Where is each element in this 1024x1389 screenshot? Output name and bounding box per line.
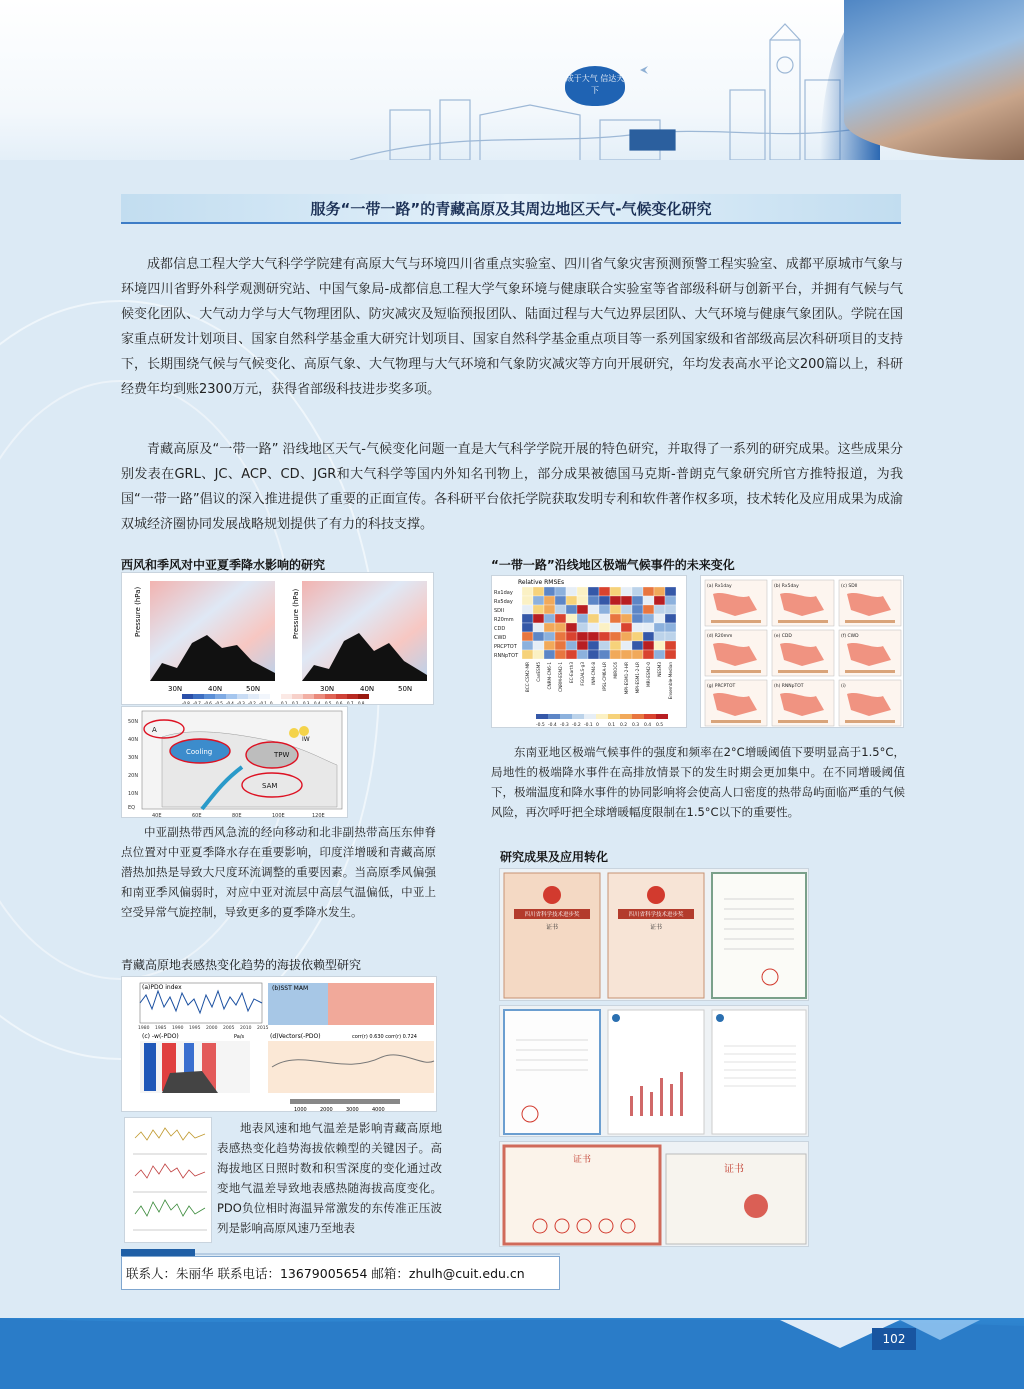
colorbar-swatch: [204, 694, 215, 699]
heatmap-colorbar-swatch: [644, 714, 656, 719]
heatmap-row-label: Rx1day: [494, 590, 513, 596]
section-title-surface-heat: 青藏高原地表感热变化趋势的海拔依赖型研究: [121, 958, 362, 972]
heatmap-cell: [665, 614, 676, 623]
pdo-year-label: 1985: [155, 1026, 167, 1031]
heatmap-cell: [654, 650, 665, 659]
heatmap-cell: [522, 596, 533, 605]
heatmap-cell: [522, 605, 533, 614]
heatmap-cell: [544, 605, 555, 614]
heatmap-cell: [555, 587, 566, 596]
heatmap-cell: [621, 596, 632, 605]
heatmap-colorbar-tick: 0.4: [644, 723, 652, 728]
heatmap-cell: [632, 587, 643, 596]
map-lon-label: 80E: [232, 813, 242, 818]
future-map-panel-label: (f) CWD: [841, 634, 859, 639]
panel-d-corr: corr(r) 0.630 corr(r) 0.724: [352, 1034, 417, 1040]
pdo-year-label: 1990: [172, 1026, 184, 1031]
colorbar-swatch: [182, 694, 193, 699]
heatmap-cell: [621, 650, 632, 659]
heatmap-cell: [588, 596, 599, 605]
cross-section-xtick: 50N: [398, 685, 413, 693]
elevation-tick: 4000: [372, 1107, 385, 1112]
heatmap-cell: [665, 632, 676, 641]
heatmap-cell: [544, 587, 555, 596]
heatmap-colorbar-tick: -0.3: [560, 723, 569, 728]
colorbar-swatch: [215, 694, 226, 699]
heatmap-cell: [643, 596, 654, 605]
heatmap-col-label: IPSL-CM6A-LR: [602, 662, 607, 691]
heatmap-cell: [588, 623, 599, 632]
heatmap-cell: [632, 650, 643, 659]
heatmap-cell: [599, 614, 610, 623]
colorbar-tick-label: -0.8: [182, 701, 190, 705]
contact-info: 联系人：朱丽华 联系电话：13679005654 邮箱：zhulh@cuit.edu.cn: [121, 1256, 560, 1290]
heatmap-cell: [544, 650, 555, 659]
figure-patents-and-tweets: [499, 1005, 809, 1137]
heatmap-cell: [522, 623, 533, 632]
heatmap-cell: [555, 623, 566, 632]
heatmap-cell: [544, 596, 555, 605]
contact-accent-line: [195, 1253, 560, 1255]
heatmap-cell: [643, 623, 654, 632]
heatmap-colorbar-swatch: [560, 714, 572, 719]
cross-section-xtick: 40N: [360, 685, 375, 693]
elevation-tick: 2000: [320, 1107, 333, 1112]
colorbar-swatch: [193, 694, 204, 699]
future-map-colorbar: [845, 620, 895, 623]
heatmap-cell: [588, 587, 599, 596]
colorbar-swatch: [336, 694, 347, 699]
map-lon-label: 100E: [272, 813, 285, 818]
heatmap-cell: [566, 587, 577, 596]
cross-section-xtick: 30N: [320, 685, 335, 693]
colorbar-tick-label: 0: [270, 701, 273, 705]
pdo-year-label: 2015: [257, 1026, 269, 1031]
colorbar-swatch: [303, 694, 314, 699]
heatmap-cell: [599, 596, 610, 605]
heatmap-colorbar-tick: -0.1: [584, 723, 593, 728]
certificate-word: 证书: [724, 1164, 744, 1175]
figure-elevation-timeseries: [124, 1117, 212, 1243]
heatmap-cell: [522, 614, 533, 623]
heatmap-colorbar-swatch: [608, 714, 620, 719]
colorbar-tick-label: -0.4: [226, 701, 234, 705]
heatmap-cell: [533, 641, 544, 650]
heatmap-cell: [665, 596, 676, 605]
heatmap-cell: [599, 587, 610, 596]
heatmap-colorbar-tick: 0.3: [632, 723, 640, 728]
map-lat-label: 20N: [128, 773, 139, 779]
elevation-tick: 3000: [346, 1107, 359, 1112]
heatmap-colorbar-tick: 0.2: [620, 723, 628, 728]
heatmap-cell: [577, 632, 588, 641]
cross-section-colorbar: [182, 694, 369, 705]
heatmap-colorbar-swatch: [596, 714, 608, 719]
heatmap-cell: [522, 632, 533, 641]
colorbar-swatch: [270, 694, 281, 699]
heatmap-cell: [632, 596, 643, 605]
heatmap-colorbar-tick: 0.1: [608, 723, 616, 728]
future-map-panel-label: (c) SDII: [841, 584, 858, 589]
heatmap-cell: [654, 623, 665, 632]
heatmap-cell: [577, 650, 588, 659]
map-lat-label: EQ: [128, 805, 136, 811]
colorbar-tick-label: 0.8: [358, 701, 365, 705]
heatmap-cell: [643, 641, 654, 650]
colorbar-tick-label: -0.1: [259, 701, 267, 705]
heatmap-cell: [654, 641, 665, 650]
heatmap-cell: [599, 623, 610, 632]
heatmap-cell: [621, 641, 632, 650]
colorbar-swatch: [248, 694, 259, 699]
heatmap-cell: [522, 650, 533, 659]
colorbar-swatch: [259, 694, 270, 699]
figure-pressure-cross-sections: [121, 572, 434, 705]
heatmap-cell: [555, 650, 566, 659]
heatmap-colorbar-swatch: [536, 714, 548, 719]
heatmap-cell: [621, 614, 632, 623]
heatmap-cell: [654, 632, 665, 641]
future-map-colorbar: [711, 670, 761, 673]
heatmap-row-label: R20mm: [494, 617, 514, 623]
heatmap-cell: [588, 650, 599, 659]
future-map-panel-label: (a) Rx1day: [707, 584, 732, 589]
heatmap-cell: [588, 614, 599, 623]
heatmap-colorbar-tick: -0.2: [572, 723, 581, 728]
heatmap-cell: [643, 605, 654, 614]
heatmap-cell: [621, 623, 632, 632]
heatmap-colorbar-swatch: [572, 714, 584, 719]
colorbar-swatch: [237, 694, 248, 699]
heatmap-cell: [577, 587, 588, 596]
future-map-colorbar: [778, 720, 828, 723]
heatmap-cell: [555, 641, 566, 650]
section-title-achievements: 研究成果及应用转化: [500, 850, 609, 864]
heatmap-cell: [632, 623, 643, 632]
caption-extreme: 东南亚地区极端气候事件的强度和频率在2°C增暖阈值下要明显高于1.5°C，局地性的极端降水事件在高排放情景下的发生时期会更加集中。在不同增暖阈值下，极端温度和降水事件的协同影响将会使高人口密度的热带岛屿面临严重的气候风险，再次呼吁把全球增暖幅度限制在1.5°C以下的重要性。: [491, 745, 905, 819]
heatmap-cell: [599, 605, 610, 614]
map-tag: IW: [302, 736, 310, 743]
map-lat-label: 10N: [128, 791, 139, 797]
certificate-word: 证书: [649, 924, 663, 931]
heatmap-colorbar-tick: 0.5: [656, 723, 664, 728]
heatmap-col-label: CNRM-ESM2-1: [558, 662, 563, 692]
heatmap-colorbar-tick: 0: [596, 723, 599, 728]
certificate-word: 证书: [545, 924, 559, 931]
heatmap-cell: [555, 614, 566, 623]
heatmap-cell: [599, 641, 610, 650]
future-map-colorbar: [845, 720, 895, 723]
map-tag: Cooling: [186, 748, 213, 756]
heatmap-cell: [599, 650, 610, 659]
panel-b-label: (b)SST MAM: [272, 985, 309, 992]
cross-section-xtick: 40N: [208, 685, 223, 693]
heatmap-cell: [533, 650, 544, 659]
cross-section-ylabel-right: Pressure (hPa): [292, 588, 300, 639]
map-lat-label: 40N: [128, 737, 139, 743]
heatmap-cell: [610, 623, 621, 632]
heatmap-cell: [654, 605, 665, 614]
heatmap-cell: [654, 614, 665, 623]
colorbar-swatch: [314, 694, 325, 699]
colorbar-tick-label: -0.6: [204, 701, 212, 705]
heatmap-col-label: CNRM-CM6-1: [547, 662, 552, 690]
heatmap-cell: [610, 596, 621, 605]
heatmap-cell: [643, 650, 654, 659]
heatmap-cell: [577, 605, 588, 614]
heatmap-cell: [533, 587, 544, 596]
cross-section-ylabel-left: Pressure (hPa): [134, 586, 142, 637]
future-map-panel-label: (e) CDD: [774, 634, 792, 639]
heatmap-cell: [555, 632, 566, 641]
heatmap-cell: [632, 605, 643, 614]
colorbar-tick-label: 0.7: [347, 701, 354, 705]
heatmap-cell: [643, 614, 654, 623]
heatmap-cell: [610, 587, 621, 596]
colorbar-tick-label: 0.6: [336, 701, 343, 705]
heatmap-col-label: Ensemble-Median: [668, 662, 673, 700]
colorbar-tick-label: -0.5: [215, 701, 223, 705]
cross-section-xtick: 50N: [246, 685, 261, 693]
map-lat-label: 30N: [128, 755, 139, 761]
heatmap-cell: [566, 641, 577, 650]
footer-decoration: [0, 1300, 1024, 1389]
heatmap-cell: [610, 605, 621, 614]
future-map-panel-label: (i): [841, 684, 846, 689]
heatmap-col-label: NESM3: [657, 662, 662, 677]
heatmap-cell: [665, 587, 676, 596]
caption-surface-heat: 地表风速和地气温差是影响青藏高原地表感热变化趋势海拔依赖型的关键因子。高海拔地区日照时数和积雪深度的变化通过改变地气温差导致地表感热随海拔高度变化。PDO负位相时海温异常激发的东传准正压波列是影响高原风速乃至地表: [217, 1121, 442, 1235]
certificate-title: 四川省科学技术进步奖: [628, 912, 684, 918]
heatmap-title: Relative RMSEs: [518, 579, 565, 586]
heatmap-cell: [577, 596, 588, 605]
pdo-year-label: 2000: [206, 1026, 218, 1031]
future-map-panel-label: (h) RNNpTOT: [774, 684, 804, 689]
map-lon-label: 120E: [312, 813, 325, 818]
colorbar-tick-label: 0.1: [281, 701, 288, 705]
heatmap-row-label: CDD: [494, 626, 506, 632]
future-map-colorbar: [711, 620, 761, 623]
colorbar-swatch: [325, 694, 336, 699]
heatmap-cell: [621, 605, 632, 614]
heatmap-cell: [544, 641, 555, 650]
future-map-panel-label: (b) Rx5day: [774, 584, 799, 589]
colorbar-tick-label: 0.2: [292, 701, 299, 705]
heatmap-colorbar-swatch: [584, 714, 596, 719]
pdo-year-label: 1995: [189, 1026, 201, 1031]
section-title-extreme: “一带一路”沿线地区极端气候事件的未来变化: [491, 558, 735, 572]
heatmap-row-label: Rx5day: [494, 599, 513, 605]
heatmap-col-label: MPI-ESM1-2-HR: [624, 662, 629, 695]
intro-paragraph-2: 青藏高原及“一带一路” 沿线地区天气-气候变化问题一直是大气科学学院开展的特色研究，并取得了一系列的研究成果。这些成果分别发表在GRL、JC、ACP、CD、JGR和大气科学等国内外知名刊物上，部分成果被德国马克斯-普朗克气象研究所官方推特报道，为我国“一带一路”倡议的深入推进提供了重要的正面宣传。各科研平台依托学院获取发明专利和软件著作权多项，技术转化及应用成果为成渝双城经济圈协同发展战略规划提供了有力的科技支撑。: [121, 442, 903, 532]
heatmap-cell: [566, 623, 577, 632]
heatmap-col-label: INM-CM4-8: [591, 662, 596, 685]
heatmap-cell: [610, 632, 621, 641]
heatmap-colorbar-swatch: [548, 714, 560, 719]
heatmap-cell: [566, 650, 577, 659]
future-map-colorbar: [845, 670, 895, 673]
heatmap-colorbar-tick: -0.5: [536, 723, 545, 728]
heatmap-cell: [665, 641, 676, 650]
colorbar-swatch: [226, 694, 237, 699]
heatmap-row-label: RNNpTOT: [494, 653, 519, 659]
page-number: 102: [872, 1328, 916, 1350]
colorbar-tick-label: -0.2: [248, 701, 256, 705]
colorbar-tick-label: -0.7: [193, 701, 201, 705]
map-tag: A: [152, 726, 157, 734]
heatmap-cell: [621, 587, 632, 596]
pdo-title: (a)PDO index: [142, 984, 182, 991]
heatmap-cell: [533, 596, 544, 605]
map-lat-label: 50N: [128, 719, 139, 725]
heatmap-cell: [544, 614, 555, 623]
map-tag: SAM: [262, 782, 278, 790]
heatmap-cell: [610, 614, 621, 623]
heatmap-col-label: FGOALS-g3: [580, 662, 585, 686]
heatmap-row-label: PRCPTOT: [494, 644, 517, 650]
heatmap-cell: [632, 614, 643, 623]
heatmap-cell: [544, 632, 555, 641]
heatmap-cell: [522, 587, 533, 596]
pdo-year-axis: [138, 1025, 269, 1031]
future-map-colorbar: [778, 620, 828, 623]
heatmap-cell: [632, 632, 643, 641]
colorbar-swatch: [358, 694, 369, 699]
heatmap-col-label: MRI-ESM2-0: [646, 662, 651, 688]
heatmap-row-label: SDII: [494, 608, 504, 614]
heatmap-cell: [533, 605, 544, 614]
future-map-panel-label: (d) R20mm: [707, 634, 733, 639]
figure-pdo-panels: [121, 976, 437, 1112]
heatmap-cell: [555, 596, 566, 605]
heatmap-cell: [599, 632, 610, 641]
heatmap-col-label: EC-Earth3: [569, 662, 574, 683]
heatmap-row-label: CWD: [494, 635, 507, 641]
pdo-year-label: 1980: [138, 1026, 150, 1031]
heatmap-cell: [588, 641, 599, 650]
heatmap-cell: [533, 632, 544, 641]
campus-photo: [844, 0, 1024, 160]
heatmap-cell: [533, 614, 544, 623]
heatmap-colorbar-tick: -0.4: [548, 723, 557, 728]
intro-paragraph-1: 成都信息工程大学大气科学学院建有高原大气与环境四川省重点实验室、四川省气象灾害预测预警工程实验室、成都平原城市气象与环境四川省野外科学观测研究站、中国气象局-成都信息工程大学气象环境与健康联合实验室等省部级科研与创新平台，并拥有气候与气候变化团队、大气动力学与大气物理团队、防灾减灾及短临预报团队、陆面过程与大气边界层团队、大气环境与健康气象团队。学院在国家重点研发计划项目、国家自然科学基金重大研究计划项目、国家自然科学基金重点项目等一系列国家级和省部级高层次科研项目的支持下，长期围绕气候与气候变化、高原气象、大气物理与大气环境和气象防灾减灾等方向开展研究，年均发表高水平论文200篇以上，科研经费年均到账2300万元，获得省部级科技进步奖多项。: [121, 257, 903, 397]
heatmap-col-label: MPI-ESM1-2-LR: [635, 662, 640, 694]
colorbar-tick-label: 0.4: [314, 701, 321, 705]
figure-award-certificates: [499, 868, 809, 1001]
colorbar-tick-label: 0.3: [303, 701, 310, 705]
panel-c-units: Pa/s: [234, 1034, 245, 1040]
heatmap-colorbar-swatch: [656, 714, 668, 719]
caption-westerly: 中亚副热带西风急流的经向移动和北非副热带高压东伸脊点位置对中亚夏季降水存在重要影响，印度洋增暖和青藏高原潜热加热是导致大尺度环流调整的重要因素。当高原季风偏强和南亚季风偏弱时，对应中亚对流层中高层气温偏低，中亚上空受异常气旋控制，导致更多的夏季降水发生。: [121, 825, 436, 919]
heatmap-cell: [588, 632, 599, 641]
heatmap-cell: [566, 596, 577, 605]
heatmap-cell: [522, 641, 533, 650]
figure-rmse-heatmap: [491, 575, 687, 728]
heatmap-cell: [654, 596, 665, 605]
heatmap-cell: [610, 650, 621, 659]
heatmap-cell: [577, 623, 588, 632]
colorbar-swatch: [292, 694, 303, 699]
heatmap-cell: [533, 623, 544, 632]
cross-section-xtick: 30N: [168, 685, 183, 693]
heatmap-cell: [555, 605, 566, 614]
heatmap-cell: [566, 605, 577, 614]
heatmap-cell: [665, 623, 676, 632]
heatmap-cell: [577, 641, 588, 650]
colorbar-swatch: [347, 694, 358, 699]
page-title: 服务“一带一路”的青藏高原及其周边地区天气-气候变化研究: [121, 194, 901, 224]
colorbar-swatch: [281, 694, 292, 699]
heatmap-cell: [588, 605, 599, 614]
colorbar-tick-label: -0.3: [237, 701, 245, 705]
heatmap-cell: [544, 623, 555, 632]
certificate-word: 证书: [572, 1155, 592, 1165]
heatmap-cell: [654, 587, 665, 596]
heatmap-cell: [566, 632, 577, 641]
colorbar-tick-label: 0.5: [325, 701, 332, 705]
future-map-colorbar: [711, 720, 761, 723]
map-tag: TPW: [274, 751, 290, 759]
heatmap-cell: [577, 614, 588, 623]
heatmap-col-label: BCC-CSM2-MR: [525, 662, 530, 693]
heatmap-colorbar-swatch: [632, 714, 644, 719]
heatmap-cell: [610, 641, 621, 650]
heatmap-cell: [665, 650, 676, 659]
map-lon-label: 40E: [152, 813, 162, 818]
elevation-tick: 1000: [294, 1107, 307, 1112]
heatmap-cell: [643, 587, 654, 596]
figure-circulation-map: [121, 706, 348, 818]
figure-future-change-maps: [700, 575, 904, 728]
heatmap-col-label: MIROC6: [613, 662, 618, 679]
certificate-title: 四川省科学技术进步奖: [524, 912, 580, 918]
panel-c-label: (c) -w(-PDO): [142, 1033, 179, 1040]
map-lon-label: 60E: [192, 813, 202, 818]
heatmap-cell: [665, 605, 676, 614]
header-banner: [0, 0, 1024, 160]
pdo-year-label: 2005: [223, 1026, 235, 1031]
figure-certificates-bottom: [499, 1141, 809, 1247]
heatmap-colorbar-swatch: [620, 714, 632, 719]
future-map-colorbar: [778, 670, 828, 673]
heatmap-cell: [643, 632, 654, 641]
heatmap-cell: [566, 614, 577, 623]
future-map-panel-label: (g) PRCPTOT: [707, 684, 736, 689]
heatmap-cell: [621, 632, 632, 641]
panel-d-label: (d)Vectors(-PDO): [270, 1033, 321, 1040]
section-title-westerly: 西风和季风对中亚夏季降水影响的研究: [121, 558, 326, 572]
heatmap-col-label: CanESM5: [536, 662, 541, 682]
heatmap-cell: [632, 641, 643, 650]
university-motto-badge: 成于大气 信达天下: [565, 66, 625, 106]
pdo-year-label: 2010: [240, 1026, 252, 1031]
